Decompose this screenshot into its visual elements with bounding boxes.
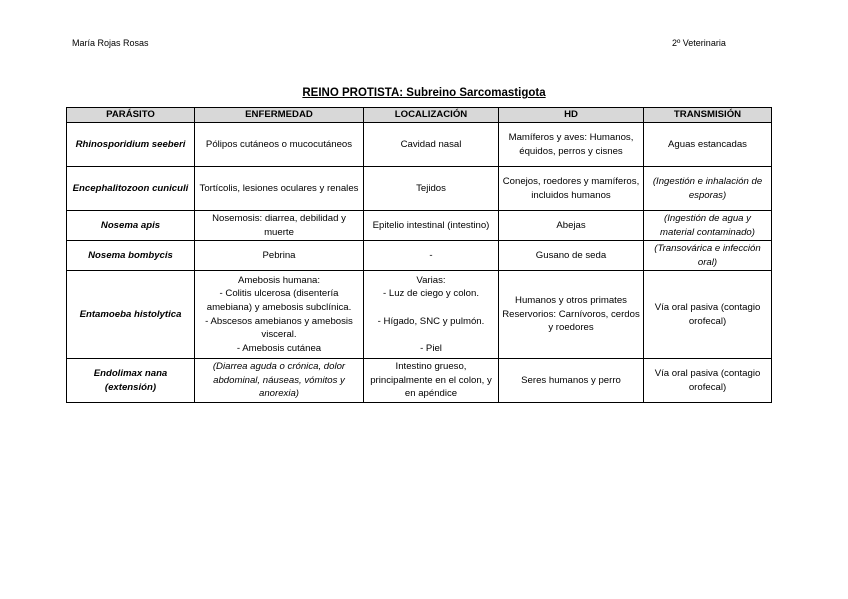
cell-enfermedad: (Diarrea aguda o crónica, dolor abdominal, náuseas, vómitos y anorexia) <box>195 359 364 403</box>
table-row <box>67 271 772 359</box>
cell-hd: Conejos, roedores y mamíferos, incluidos humanos <box>499 167 644 211</box>
cell-parasito: Rhinosporidium seeberi <box>67 123 195 167</box>
cell-enfermedad: Pólipos cutáneos o mucocutáneos <box>195 123 364 167</box>
cell-transmision: (Ingestión e inhalación de esporas) <box>644 167 772 211</box>
localizacion-line: - Hígado, SNC y pulmón. <box>377 315 485 327</box>
cell-parasito: Nosema bombycis <box>67 241 195 271</box>
cell-enfermedad: Nosemosis: diarrea, debilidad y muerte <box>195 211 364 241</box>
spacer <box>367 328 495 342</box>
table-row <box>67 123 772 167</box>
enfermedad-line: - Colitis ulcerosa (disentería amebiana) y amebosis subclínica. <box>206 288 352 313</box>
cell-parasito: Endolimax nana (extensión) <box>67 359 195 403</box>
col-header-transmision: TRANSMISIÓN <box>644 108 772 123</box>
cell-hd: Seres humanos y perro <box>499 359 644 403</box>
table-row <box>67 241 772 271</box>
cell-localizacion: Tejidos <box>364 167 499 211</box>
cell-hd: Abejas <box>499 211 644 241</box>
cell-hd: Gusano de seda <box>499 241 644 271</box>
col-header-enfermedad: ENFERMEDAD <box>195 108 364 123</box>
localizacion-line: Varias: <box>416 274 446 286</box>
cell-transmision: (Transovárica e infección oral) <box>644 241 772 271</box>
spacer <box>367 301 495 315</box>
localizacion-line: - Luz de ciego y colon. <box>383 288 479 300</box>
cell-localizacion: Epitelio intestinal (intestino) <box>364 211 499 241</box>
cell-transmision: Vía oral pasiva (contagio orofecal) <box>644 359 772 403</box>
cell-enfermedad: Pebrina <box>195 241 364 271</box>
cell-localizacion: Intestino grueso, principalmente en el colon, y en apéndice <box>364 359 499 403</box>
localizacion-line: - Piel <box>420 342 442 354</box>
cell-parasito: Nosema apis <box>67 211 195 241</box>
cell-transmision: Aguas estancadas <box>644 123 772 167</box>
enfermedad-line: - Amebosis cutánea <box>236 342 322 354</box>
cell-localizacion: Cavidad nasal <box>364 123 499 167</box>
cell-localizacion <box>364 271 499 359</box>
cell-transmision: Vía oral pasiva (contagio orofecal) <box>644 271 772 359</box>
cell-parasito: Encephalitozoon cuniculi <box>67 167 195 211</box>
cell-hd: Humanos y otros primates Reservorios: Carnívoros, cerdos y roedores <box>499 271 644 359</box>
header-course: 2º Veterinaria <box>672 38 726 48</box>
table-row <box>67 211 772 241</box>
cell-localizacion: - <box>364 241 499 271</box>
enfermedad-line: Amebosis humana: <box>237 274 321 286</box>
cell-hd: Mamíferos y aves: Humanos, équidos, perros y cisnes <box>499 123 644 167</box>
enfermedad-line: - Abscesos amebianos y amebosis visceral. <box>205 315 353 341</box>
col-header-parasito: PARÁSITO <box>67 108 195 123</box>
table-row <box>67 359 772 403</box>
cell-enfermedad <box>195 271 364 359</box>
page-title-text: REINO PROTISTA: Subreino Sarcomastigota <box>302 87 546 99</box>
cell-parasito: Entamoeba histolytica <box>67 271 195 359</box>
cell-enfermedad: Tortícolis, lesiones oculares y renales <box>195 167 364 211</box>
table-header-row <box>67 108 772 123</box>
col-header-hd: HD <box>499 108 644 123</box>
page-title <box>0 87 848 99</box>
table-row <box>67 167 772 211</box>
header-author: María Rojas Rosas <box>72 38 149 48</box>
parasite-table <box>66 107 772 403</box>
col-header-localizacion: LOCALIZACIÓN <box>364 108 499 123</box>
cell-transmision: (Ingestión de agua y material contaminado) <box>644 211 772 241</box>
